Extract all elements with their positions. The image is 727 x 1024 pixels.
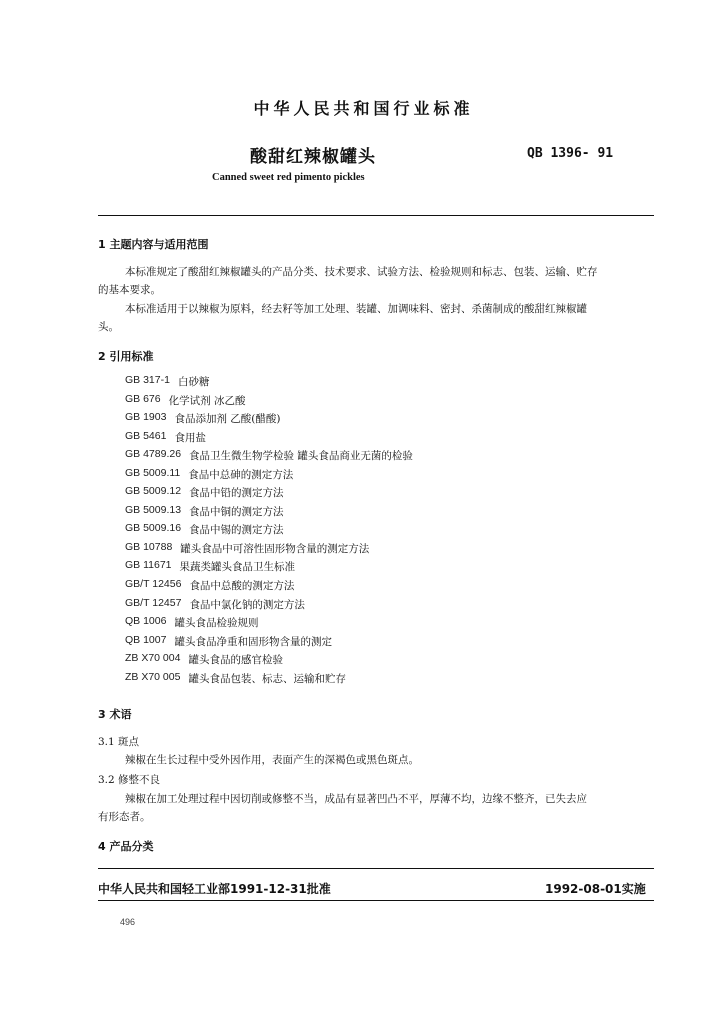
- section-2-heading: 2 引用标准: [98, 350, 154, 363]
- reference-title: 食品添加剂 乙酸(醋酸): [174, 413, 281, 426]
- section-1-para2-line1: 本标准适用于以辣椒为原料，经去籽等加工处理、装罐、加调味料、密封、杀菌制成的酸甜红辣椒罐: [125, 303, 587, 315]
- reference-title: 罐头食品的感官检验: [188, 654, 283, 667]
- term-3-2-line1: 辣椒在加工处理过程中因切削或修整不当，成品有显著凹凸不平，厚薄不均，边缘不整齐，已失去应: [125, 793, 587, 805]
- reference-item: [125, 522, 413, 541]
- reference-title: 食品中氯化钠的测定方法: [189, 598, 305, 611]
- reference-item: [125, 597, 413, 616]
- reference-code: GB/T 12456: [125, 578, 182, 591]
- page-number: 496: [120, 917, 136, 927]
- reference-item: [125, 652, 413, 671]
- standard-code: QB 1396- 91: [527, 146, 614, 161]
- reference-code: GB 317-1: [125, 374, 170, 386]
- reference-code: QB 1007: [125, 633, 167, 646]
- section-1-para2-line2: 头。: [98, 321, 119, 333]
- reference-title: 罐头食品包装、标志、运输和贮存: [188, 672, 346, 685]
- reference-title: 食品中总砷的测定方法: [188, 468, 294, 481]
- reference-code: GB 5009.11: [125, 466, 181, 479]
- reference-item: [125, 578, 413, 597]
- english-title: Canned sweet red pimento pickles: [212, 172, 365, 183]
- section-4-heading: 4 产品分类: [98, 840, 154, 853]
- standard-type: 中华人民共和国行业标准: [253, 99, 474, 118]
- term-3-2-heading: 3.2 修整不良: [98, 774, 161, 786]
- reference-title: 罐头食品净重和固形物含量的测定: [174, 635, 332, 648]
- reference-title: 食品中铜的测定方法: [189, 505, 284, 518]
- reference-code: GB/T 12457: [125, 596, 182, 609]
- reference-code: GB 5461: [125, 429, 167, 442]
- reference-item: [125, 430, 413, 449]
- reference-title: 食品中铅的测定方法: [189, 487, 284, 500]
- reference-code: GB 1903: [125, 411, 167, 424]
- reference-code: GB 10788: [125, 540, 173, 553]
- reference-code: GB 4789.26: [125, 448, 182, 461]
- reference-code: GB 676: [125, 392, 161, 405]
- reference-item: [125, 448, 413, 467]
- reference-item: [125, 393, 413, 412]
- reference-item: [125, 671, 413, 690]
- reference-code: GB 5009.16: [125, 522, 182, 535]
- term-3-2-line2: 有形态者。: [98, 811, 151, 823]
- footer-divider-bottom: [98, 900, 654, 901]
- term-3-1-text: 辣椒在生长过程中受外因作用，表面产生的深褐色或黑色斑点。: [125, 754, 419, 766]
- reference-item: [125, 411, 413, 430]
- reference-item: [125, 559, 413, 578]
- reference-title: 食品中总酸的测定方法: [189, 580, 295, 593]
- effective-date: 1992-08-01实施: [545, 882, 646, 896]
- reference-item: [125, 541, 413, 560]
- reference-title: 罐头食品检验规则: [174, 617, 259, 630]
- term-3-1-heading: 3.1 斑点: [98, 736, 140, 748]
- reference-code: QB 1006: [125, 615, 167, 628]
- section-1-para1-line2: 的基本要求。: [98, 284, 161, 296]
- reference-title: 果蔬类罐头食品卫生标准: [179, 561, 296, 574]
- section-3-heading: 3 术语: [98, 708, 132, 721]
- header-divider: [98, 215, 654, 216]
- reference-item: [125, 634, 413, 653]
- reference-code: GB 5009.13: [125, 503, 182, 516]
- reference-title: 食用盐: [174, 431, 206, 444]
- reference-list: [125, 374, 413, 689]
- reference-code: GB 11671: [125, 559, 172, 572]
- reference-item: [125, 485, 413, 504]
- reference-code: ZB X70 005: [125, 670, 181, 683]
- reference-title: 白砂糖: [177, 376, 210, 388]
- reference-title: 罐头食品中可溶性固形物含量的测定方法: [180, 542, 370, 555]
- reference-title: 化学试剂 冰乙酸: [168, 394, 246, 407]
- reference-item: [125, 615, 413, 634]
- footer-divider-top: [98, 868, 654, 869]
- reference-item: [125, 374, 413, 393]
- reference-item: [125, 467, 413, 486]
- section-1-para1-line1: 本标准规定了酸甜红辣椒罐头的产品分类、技术要求、试验方法、检验规则和标志、包装、运输、贮存: [125, 266, 598, 278]
- document-title: 酸甜红辣椒罐头: [250, 147, 376, 167]
- reference-title: 食品中锡的测定方法: [189, 524, 284, 537]
- reference-code: ZB X70 004: [125, 652, 181, 665]
- issued-by: 中华人民共和国轻工业部1991-12-31批准: [98, 882, 331, 896]
- reference-item: [125, 504, 413, 523]
- section-1-heading: 1 主题内容与适用范围: [98, 238, 209, 251]
- reference-title: 食品卫生微生物学检验 罐头食品商业无菌的检验: [189, 450, 413, 463]
- reference-code: GB 5009.12: [125, 485, 182, 498]
